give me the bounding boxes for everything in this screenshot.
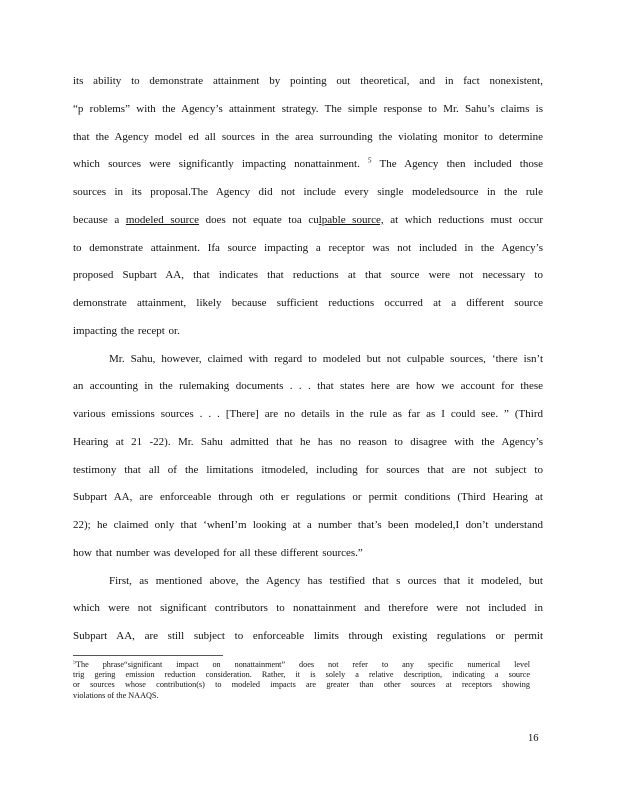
footnote xyxy=(73,660,530,701)
text-line: Subpart AA, are still subject to enforceable limits through existing regulations or permit xyxy=(73,630,543,642)
underlined-phrase: modeled source xyxy=(125,213,200,226)
text-line: 22); he claimed only that ‘whenI’m looking at a number that’s been modeled,I don’t understand xyxy=(73,519,543,531)
underlined-phrase: lpable source, xyxy=(318,213,384,226)
text-line: Hearing at 21 -22). Mr. Sahu admitted that he has no reason to disagree with the Agency’s xyxy=(73,435,543,448)
text-line: which were not significant contributors to nonattainment and therefore were not included in xyxy=(73,602,543,615)
text-line: impacting the recept or. xyxy=(73,324,180,337)
text-line: “p roblems” with the Agency’s attainment strategy. The simple response to Mr. Sahu’s claims is xyxy=(73,102,543,115)
text-line: an accounting in the rulemaking documents . . . that states here are how we account for these xyxy=(73,380,543,393)
text-line: various emissions sources . . . [There] are no details in the rule as far as I could see. ” (Third xyxy=(73,408,543,420)
footnote-line: trig gering emission reduction consideration. Rather, it is solely a relative description, indicating a source xyxy=(73,670,530,680)
text-segment: at which reductions must occur xyxy=(390,213,543,226)
text-line: demonstrate attainment, likely because sufficient reductions occurred at a different source xyxy=(73,297,543,309)
text-line: to demonstrate attainment. Ifa source impacting a receptor was not included in the Agency’s xyxy=(73,241,543,254)
footnote-text: The phrase“significant impact on nonattainment” does not refer to any specific numerical level xyxy=(76,660,530,669)
text-segment: does not equate toa cu xyxy=(205,213,319,226)
footnote-number: 5 xyxy=(73,660,76,666)
text-line: sources in its proposal.The Agency did not include every single modeledsource in the rule xyxy=(73,186,543,198)
text-segment: The Agency then included those xyxy=(379,158,543,171)
footnote-reference: 5 xyxy=(368,156,372,165)
footnote-line: or sources whose contribution(s) to modeled impacts are greater than other sources at receptors showing xyxy=(73,680,530,690)
footnote-line: violations of the NAAQS. xyxy=(73,690,159,700)
footnote-line xyxy=(73,660,530,670)
text-segment: because a xyxy=(73,213,120,226)
text-line: its ability to demonstrate attainment by pointing out theoretical, and in fact nonexistent, xyxy=(73,75,543,87)
text-line: Subpart AA, are enforceable through oth er regulations or permit conditions (Third Hearing at xyxy=(73,491,543,504)
text-line: proposed Supbart AA, that indicates that reductions at that source were not necessary to xyxy=(73,269,543,282)
page-number: 16 xyxy=(528,733,539,744)
text-line: how that number was developed for all these different sources.” xyxy=(73,546,363,559)
footnote-divider xyxy=(73,655,223,656)
text-line: that the Agency model ed all sources in the area surrounding the violating monitor to determine xyxy=(73,130,543,143)
text-line xyxy=(73,207,543,235)
text-line: Mr. Sahu, however, claimed with regard to modeled but not culpable sources, ‘there isn’t xyxy=(109,352,543,365)
body-text xyxy=(73,68,543,651)
text-line: testimony that all of the limitations itmodeled, including for sources that are not subject to xyxy=(73,463,543,476)
text-line xyxy=(73,151,543,179)
text-line: First, as mentioned above, the Agency has testified that s ources that it modeled, but xyxy=(109,574,543,587)
text-segment: which sources were significantly impacting nonattainment. xyxy=(73,158,360,171)
